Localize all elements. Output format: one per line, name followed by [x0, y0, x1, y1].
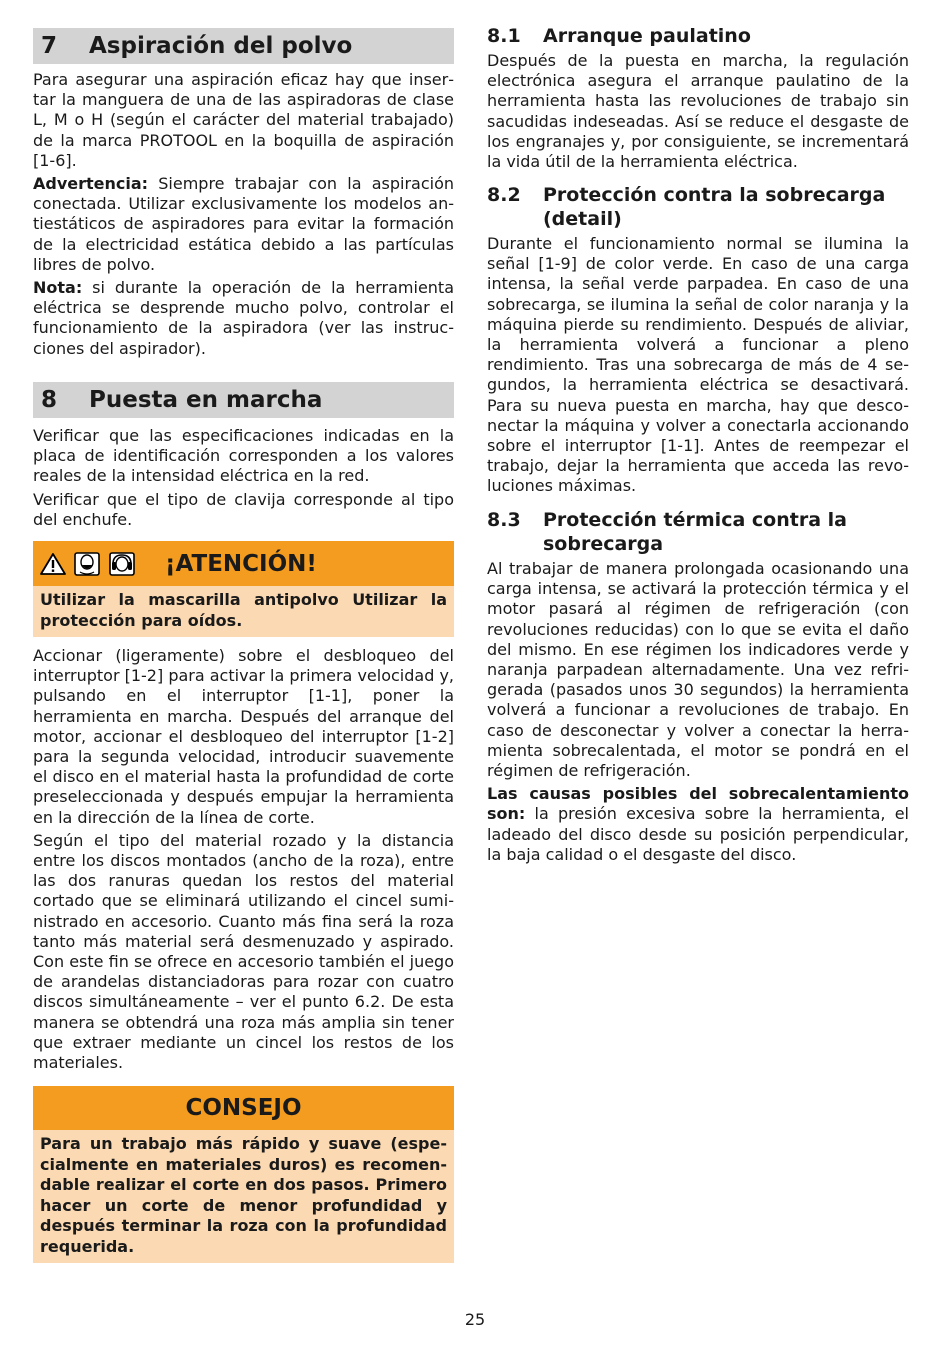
paragraph: Verificar que el tipo de clavija corresponde al tipo del enchufe.	[33, 489, 454, 529]
paragraph: Verificar que las especificaciones indicadas en la placa de identificación corresponden a los valores reales de la intensidad eléctrica en la red.	[33, 426, 454, 486]
section-number: 8.2	[487, 184, 521, 206]
section-8-body	[33, 646, 454, 1073]
tip-text: Para un trabajo más rápido y suave (especialmente en materiales duros) es recomendable realizar el corte en dos pasos. Primero hacer un corte de menor profundidad y después terminar la roza con la profundidad requerida.	[40, 1134, 447, 1256]
paragraph: Para asegurar una aspiración eficaz hay que insertar la manguera de una de las aspiradoras de clase L, M o H (según el carácter del material trabajado) de la marca PROTOOL en la boquilla de aspiración [1-6].	[33, 70, 454, 170]
warning-triangle-icon	[40, 552, 66, 576]
note-label: Nota:	[33, 278, 83, 298]
attention-header	[33, 541, 454, 586]
section-title: Aspiración del polvo	[89, 33, 353, 59]
paragraph: Las causas posibles del sobrecalentamiento son: la presión excesiva sobre la herramienta, el ladeado del disco desde su posición perpendicular, la baja calidad o el desgaste del disco.	[487, 784, 909, 864]
tip-body	[33, 1130, 454, 1263]
paragraph: Después de la puesta en marcha, la regulación electrónica asegura el arranque paulatino de la herramienta hasta las revoluciones de trabajo sin sacudidas indeseadas. Así se reduce el desgaste de los engranajes y, por consiguiente, se incrementará la vida útil de la herramienta eléctrica.	[487, 51, 909, 172]
causes-label: Las causas posibles del sobrecalentamiento son:	[487, 784, 909, 824]
section-number: 8	[41, 387, 58, 413]
section-8-heading	[33, 382, 454, 418]
dust-mask-icon	[74, 552, 100, 576]
tip-header	[33, 1086, 454, 1130]
hearing-protection-icon	[109, 552, 135, 576]
section-title: Arranque paulatino	[543, 25, 751, 47]
paragraph: Según el tipo del material rozado y la distancia entre los discos montados (ancho de la roza), entre las dos ranuras quedan los restos del material cortado que se eliminará utilizando el cincel suministrado en accesorio. Cuanto más fina será la roza tanto más material será desmenuzado y aspirado. Con este fin se ofrece en accesorio también el juego de arandelas distanciadoras para rozar con cuatro discos simultáneamente – ver el punto 6.2. De esta manera se obtendrá una roza más amplia sin tener que extraer mediante un cincel los restos de los materiales.	[33, 830, 454, 1073]
page-number: 25	[464, 1310, 486, 1329]
attention-text: Utilizar la mascarilla antipolvo Utilizar la protección para oídos.	[40, 590, 447, 630]
section-8-1-body	[487, 51, 909, 172]
section-title: Puesta en marcha	[89, 387, 323, 413]
paragraph: Advertencia: Siempre trabajar con la aspiración conectada. Utilizar exclusivamente los modelos antiestáticos de aspiradores para evitar la formación de la electricidad estática debido a las partículas libres de polvo.	[33, 174, 454, 274]
section-number: 7	[41, 33, 58, 59]
attention-body	[33, 586, 454, 637]
warning-label: Advertencia:	[33, 174, 149, 194]
paragraph: Durante el funcionamiento normal se ilumina la señal [1-9] de color verde. En caso de una carga intensa, la señal verde parpadea. En caso de una sobrecarga, se ilumina la señal de color naranja y la máquina pierde su rendimiento. Después de aliviar, la herramienta volverá a funcionar a pleno rendimiento. Tras una sobrecarga de más de 4 segundos, la herramienta eléctrica se desactivará. Para su nueva puesta en marcha, hay que desconectar la máquina y volver a conectarla accionando sobre el interruptor [1-1]. Antes de reempezar el trabajo, dejar la herramienta que acceda las revoluciones máximas.	[487, 234, 909, 496]
section-7-body	[33, 70, 454, 359]
section-title: Protección térmica contra la sobrecarga	[543, 509, 847, 555]
section-8-2-heading	[487, 183, 909, 231]
tip-title: CONSEJO	[185, 1095, 302, 1121]
attention-title: ¡ATENCIÓN!	[165, 551, 317, 577]
paragraph: Accionar (ligeramente) sobre el desbloqueo del interruptor [1-2] para activar la primera velocidad y, pulsando en el interruptor [1-1], poner la herramienta en marcha. Después del arranque del motor, accionar el desbloqueo del interruptor [1-2] para la segunda velocidad, introducir suavemente el disco en el material hasta la profundidad de corte preseleccionada y después empujar la herramienta en la dirección de la línea de corte.	[33, 646, 454, 827]
section-8-intro	[33, 426, 454, 530]
section-number: 8.3	[487, 509, 521, 531]
section-8-2-body	[487, 234, 909, 497]
section-8-3-heading	[487, 508, 909, 556]
section-7-heading	[33, 28, 454, 64]
paragraph: Nota: si durante la operación de la herramienta eléctrica se desprende mucho polvo, controlar el funcionamiento de la aspiradora (ver las instrucciones del aspirador).	[33, 278, 454, 358]
section-number: 8.1	[487, 25, 521, 47]
section-title: Protección contra la sobrecarga (detail)	[543, 184, 886, 230]
paragraph: Al trabajar de manera prolongada ocasionando una carga intensa, se activará la protección térmica y el motor pasará al régimen de refrigeración (con revoluciones reducidas) con lo que se evita el daño del mismo. En ese régimen los indicadores verde y naranja parpadean alternadamente. Una vez refrigerada (pasados unos 30 segundos) la herramienta volverá a funcionar a revoluciones de trabajo. En caso de desconectar y volver a conectar la herramienta sobrecalentada, el motor se pondrá en el régimen de refrigeración.	[487, 559, 909, 781]
section-8-1-heading	[487, 24, 909, 48]
section-8-3-body	[487, 559, 909, 865]
